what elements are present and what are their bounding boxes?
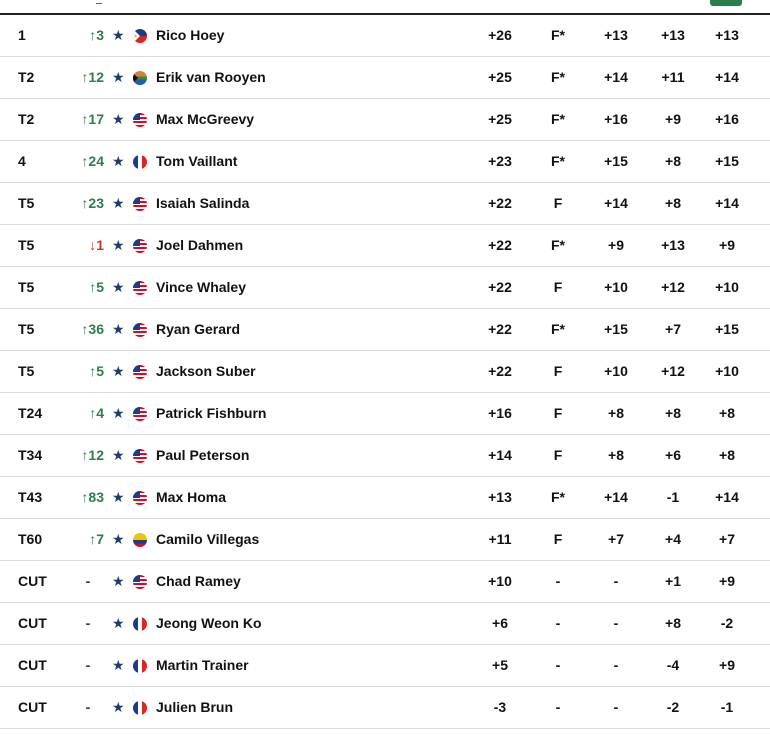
round-1-score: -4 xyxy=(666,657,680,673)
flag-fra-icon xyxy=(133,701,147,715)
position-movement: - xyxy=(85,573,91,589)
favorite-star-icon[interactable]: ★ xyxy=(112,615,125,631)
round-1-score: +8 xyxy=(665,195,681,211)
round-1-score: -2 xyxy=(666,699,680,715)
total-score: +14 xyxy=(488,447,512,463)
flag-usa-icon xyxy=(133,113,147,127)
position-movement: ↑7 xyxy=(89,531,104,547)
leaderboard-row[interactable] xyxy=(0,435,770,477)
round-1-score: -1 xyxy=(666,489,680,505)
total-score: +25 xyxy=(488,69,512,85)
leaderboard-row[interactable] xyxy=(0,687,770,729)
favorite-star-icon[interactable]: ★ xyxy=(112,363,125,379)
round-1-score: +8 xyxy=(665,405,681,421)
round-2-score: +14 xyxy=(715,195,739,211)
position-movement: ↑83 xyxy=(81,489,104,505)
thru: F* xyxy=(551,237,565,253)
leaderboard-row[interactable] xyxy=(0,519,770,561)
position: T34 xyxy=(18,447,43,463)
round-2-score: +16 xyxy=(715,111,739,127)
leaderboard-row[interactable] xyxy=(0,477,770,519)
position: T60 xyxy=(18,531,43,547)
player-name[interactable]: Camilo Villegas xyxy=(156,531,260,547)
total-score: +22 xyxy=(488,321,512,337)
player-name[interactable]: Max Homa xyxy=(156,489,227,505)
favorite-star-icon[interactable]: ★ xyxy=(112,27,125,43)
total-score: +26 xyxy=(488,27,512,43)
flag-phi-icon xyxy=(133,29,147,43)
player-name[interactable]: Rico Hoey xyxy=(156,27,225,43)
round-2-score: +15 xyxy=(715,321,739,337)
flag-usa-icon xyxy=(133,281,147,295)
leaderboard-table xyxy=(0,15,770,729)
position: T5 xyxy=(18,321,35,337)
favorite-star-icon[interactable]: ★ xyxy=(112,195,125,211)
position: T2 xyxy=(18,69,35,85)
position-movement: - xyxy=(85,615,91,631)
round-2-score: +10 xyxy=(715,279,739,295)
player-name[interactable]: Erik van Rooyen xyxy=(156,69,266,85)
thru: F* xyxy=(551,321,565,337)
flag-usa-icon xyxy=(133,449,147,463)
round-1-score: +12 xyxy=(661,363,685,379)
round-1-score: +13 xyxy=(661,27,685,43)
round-2-score: +9 xyxy=(719,657,735,673)
total-score: +10 xyxy=(488,573,512,589)
today-score: +10 xyxy=(604,279,628,295)
total-score: +25 xyxy=(488,111,512,127)
thru: F* xyxy=(551,489,565,505)
player-name[interactable]: Isaiah Salinda xyxy=(156,195,250,211)
player-name[interactable]: Vince Whaley xyxy=(156,279,247,295)
favorite-star-icon[interactable]: ★ xyxy=(112,237,125,253)
leaderboard-row[interactable] xyxy=(0,645,770,687)
position-movement: ↑5 xyxy=(89,363,104,379)
position-movement: ↑36 xyxy=(81,321,104,337)
today-score: +16 xyxy=(604,111,628,127)
favorite-star-icon[interactable]: ★ xyxy=(112,321,125,337)
thru: F xyxy=(553,279,563,295)
player-name[interactable]: Patrick Fishburn xyxy=(156,405,267,421)
player-name[interactable]: Jeong Weon Ko xyxy=(156,615,262,631)
thru: F xyxy=(553,447,563,463)
round-2-score: +13 xyxy=(715,27,739,43)
position: T5 xyxy=(18,237,35,253)
leaderboard-row[interactable] xyxy=(0,141,770,183)
today-score: +15 xyxy=(604,321,628,337)
thru: F* xyxy=(551,111,565,127)
player-name[interactable]: Joel Dahmen xyxy=(156,237,244,253)
position: T43 xyxy=(18,489,43,505)
today-score: +8 xyxy=(608,405,624,421)
total-score: +6 xyxy=(492,615,508,631)
favorite-star-icon[interactable]: ★ xyxy=(112,279,125,295)
position-movement: ↑23 xyxy=(81,195,104,211)
thru: - xyxy=(555,615,561,631)
leaderboard-row[interactable] xyxy=(0,561,770,603)
position-movement: - xyxy=(85,657,91,673)
favorite-star-icon[interactable]: ★ xyxy=(112,111,125,127)
leaderboard-row[interactable] xyxy=(0,99,770,141)
round-2-score: +10 xyxy=(715,363,739,379)
total-score: +22 xyxy=(488,237,512,253)
flag-fra-icon xyxy=(133,155,147,169)
thru: - xyxy=(555,573,561,589)
thru: F* xyxy=(551,69,565,85)
thru: F xyxy=(553,195,563,211)
today-score: +8 xyxy=(608,447,624,463)
round-1-score: +11 xyxy=(661,69,685,85)
position-movement: ↑12 xyxy=(81,69,104,85)
favorite-star-icon[interactable]: ★ xyxy=(112,153,125,169)
player-name[interactable]: Max McGreevy xyxy=(156,111,255,127)
total-score: +22 xyxy=(488,279,512,295)
position-movement: ↑17 xyxy=(81,111,104,127)
total-score: +13 xyxy=(488,489,512,505)
favorite-star-icon[interactable]: ★ xyxy=(112,699,125,715)
today-score: - xyxy=(613,615,619,631)
favorite-star-icon[interactable]: ★ xyxy=(112,657,125,673)
total-score: +5 xyxy=(492,657,508,673)
position: T5 xyxy=(18,279,35,295)
position: 4 xyxy=(18,153,26,169)
round-2-score: +8 xyxy=(719,447,735,463)
total-score: +23 xyxy=(488,153,512,169)
thru: F xyxy=(553,405,563,421)
round-2-score: +8 xyxy=(719,405,735,421)
today-score: - xyxy=(613,573,619,589)
position-movement: ↑4 xyxy=(89,405,104,421)
favorite-star-icon[interactable]: ★ xyxy=(112,69,125,85)
thru: F* xyxy=(551,153,565,169)
position: T24 xyxy=(18,405,43,421)
round-2-score: +7 xyxy=(719,531,735,547)
favorite-star-icon[interactable]: ★ xyxy=(112,489,125,505)
position-movement: ↑3 xyxy=(89,27,104,43)
round-2-score: +15 xyxy=(715,153,739,169)
flag-usa-icon xyxy=(133,575,147,589)
position: T5 xyxy=(18,195,35,211)
leaderboard-row[interactable] xyxy=(0,15,770,57)
player-name[interactable]: Jackson Suber xyxy=(156,363,256,379)
today-score: +15 xyxy=(604,153,628,169)
leaderboard-row[interactable] xyxy=(0,351,770,393)
favorite-star-icon[interactable]: ★ xyxy=(112,405,125,421)
round-1-score: +12 xyxy=(661,279,685,295)
total-score: +22 xyxy=(488,195,512,211)
player-name[interactable]: Paul Peterson xyxy=(156,447,250,463)
position: CUT xyxy=(18,699,47,715)
position: CUT xyxy=(18,615,47,631)
favorite-star-icon[interactable]: ★ xyxy=(112,573,125,589)
position: T2 xyxy=(18,111,35,127)
position-movement: - xyxy=(85,699,91,715)
leaderboard-row[interactable] xyxy=(0,309,770,351)
position-movement: ↑5 xyxy=(89,279,104,295)
total-score: +22 xyxy=(488,363,512,379)
thru: - xyxy=(555,657,561,673)
today-score: +14 xyxy=(604,69,628,85)
today-score: +7 xyxy=(608,531,624,547)
thru: F* xyxy=(551,27,565,43)
player-name[interactable]: Tom Vaillant xyxy=(156,153,238,169)
round-1-score: +8 xyxy=(665,615,681,631)
round-2-score: -1 xyxy=(720,699,734,715)
position-movement: ↑24 xyxy=(81,153,104,169)
round-2-score: +9 xyxy=(719,237,735,253)
round-2-score: +9 xyxy=(719,573,735,589)
today-score: +14 xyxy=(604,195,628,211)
flag-rsa-icon xyxy=(133,71,147,85)
flag-usa-icon xyxy=(133,239,147,253)
header-partial-arrow xyxy=(96,0,102,4)
thru: F xyxy=(553,363,563,379)
thru: F xyxy=(553,531,563,547)
leaderboard-row[interactable] xyxy=(0,57,770,99)
player-name[interactable]: Chad Ramey xyxy=(156,573,241,589)
total-score: +16 xyxy=(488,405,512,421)
flag-fra-icon xyxy=(133,659,147,673)
flag-fra-icon xyxy=(133,617,147,631)
thru: - xyxy=(555,699,561,715)
player-name[interactable]: Martin Trainer xyxy=(156,657,249,673)
round-2-score: -2 xyxy=(720,615,734,631)
flag-usa-icon xyxy=(133,323,147,337)
round-2-score: +14 xyxy=(715,69,739,85)
flag-usa-icon xyxy=(133,491,147,505)
header-action-button[interactable] xyxy=(710,0,742,6)
round-1-score: +6 xyxy=(665,447,681,463)
today-score: +10 xyxy=(604,363,628,379)
round-1-score: +7 xyxy=(665,321,681,337)
position-movement: ↓1 xyxy=(89,237,104,253)
flag-usa-icon xyxy=(133,407,147,421)
position: CUT xyxy=(18,573,47,589)
favorite-star-icon[interactable]: ★ xyxy=(112,531,125,547)
today-score: - xyxy=(613,657,619,673)
player-name[interactable]: Julien Brun xyxy=(156,699,234,715)
leaderboard-row[interactable] xyxy=(0,225,770,267)
round-2-score: +14 xyxy=(715,489,739,505)
total-score: +11 xyxy=(488,531,512,547)
today-score: +13 xyxy=(604,27,628,43)
leaderboard-row[interactable] xyxy=(0,603,770,645)
leaderboard-row[interactable] xyxy=(0,267,770,309)
flag-col-icon xyxy=(133,533,147,547)
leaderboard-row[interactable] xyxy=(0,393,770,435)
leaderboard-row[interactable] xyxy=(0,183,770,225)
today-score: - xyxy=(613,699,619,715)
round-1-score: +1 xyxy=(665,573,681,589)
position: CUT xyxy=(18,657,47,673)
round-1-score: +4 xyxy=(665,531,681,547)
favorite-star-icon[interactable]: ★ xyxy=(112,447,125,463)
today-score: +14 xyxy=(604,489,628,505)
position: 1 xyxy=(18,27,26,43)
today-score: +9 xyxy=(608,237,624,253)
flag-usa-icon xyxy=(133,365,147,379)
round-1-score: +8 xyxy=(665,153,681,169)
position-movement: ↑12 xyxy=(81,447,104,463)
flag-usa-icon xyxy=(133,197,147,211)
position: T5 xyxy=(18,363,35,379)
round-1-score: +13 xyxy=(661,237,685,253)
total-score: -3 xyxy=(493,699,507,715)
round-1-score: +9 xyxy=(665,111,681,127)
player-name[interactable]: Ryan Gerard xyxy=(156,321,241,337)
